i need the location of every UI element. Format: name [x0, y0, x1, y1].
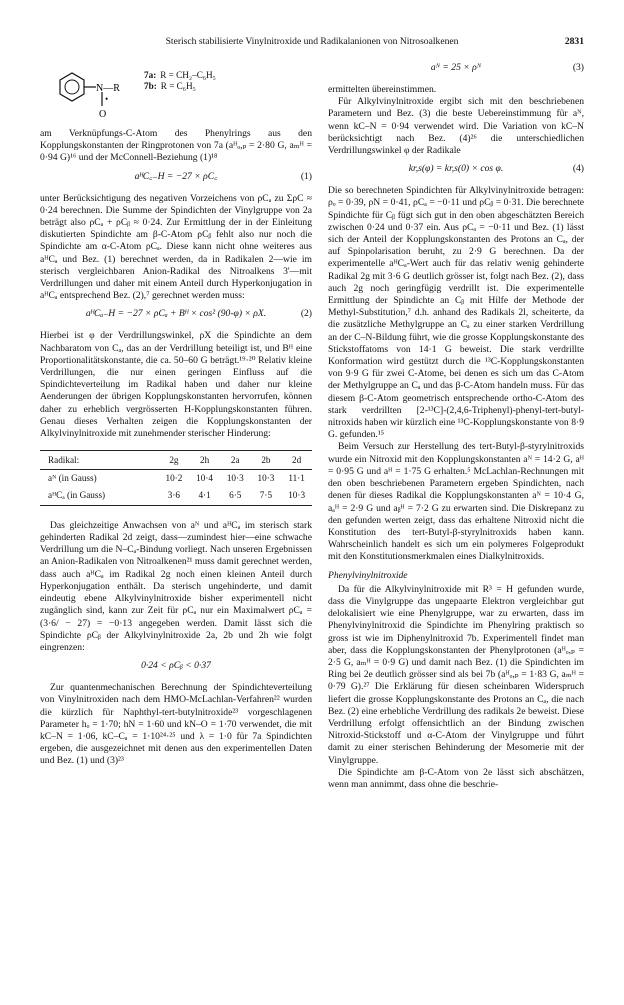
structure-oxygen: O	[99, 109, 107, 120]
equation-1-number: (1)	[300, 170, 312, 182]
table-cell: 10·3	[257, 473, 275, 484]
label-7b: 7b:	[144, 81, 157, 91]
table-cell: 4·1	[189, 487, 220, 506]
left-column	[40, 62, 312, 768]
table-cell: 3·6	[159, 487, 190, 506]
phenyl-nitroxide-structure-icon	[46, 66, 146, 126]
def-7a: R = CH₂–C₆H₅	[160, 70, 216, 80]
table-cell: 10·3	[281, 487, 312, 506]
table-header: 2h	[189, 451, 220, 470]
table-cell: 6·5	[220, 487, 251, 506]
coupling-table	[40, 450, 312, 506]
table-header: 2g	[159, 451, 190, 470]
structure-radical-dot: •	[105, 94, 109, 104]
structure-substituent: N—R	[96, 83, 120, 94]
right-paragraph-3: Die so berechneten Spindichten für Alkylvinylnitroxide betragen: ρₒ = 0·39, ρN = 0·41, ρCₐ = −0·11 und ρCᵦ = 0·31. Die berechnete Spindichte für Cᵦ fügt sich gut in den oben abgeschätzten Bereich zwischen 0·24 und 0·37 ein. Aus ρCₐ = −0·11 und Bez. (1) lässt sich der Anteil der Kopplungskonstanten des Protons an Cₐ, der auf Spinpolarisation beruht, zu 2·9 G berechnen. Da der experimentelle aᴴCₐ-Wert auch für das relativ wenig gehinderte Radikal 2g mit 3·6 G deutlich grösser ist, folgt nach Bez. (2), dass auch 2g noch geringfügig verdrillt ist. Die experimentelle Ermittlung der Spindichte an Cᵦ mit Hilfe der Methode der Methyl-Substitution,⁷ d.h. anhand des Radikals 2l, scheiterte, da die zusätzliche Methylgruppe an Cₐ zu einer starken Verdrillung an der C–N-Bildung führt, wie die grosse Kopplungskonstante des Stickstoffatoms von 14·1 G beweist. Die stark verdrillte Konformation wird gestützt durch die ¹³C-Kopplungskonstanten von 9·9 G für zwei C-Atome, bei denen es sich um das C-Atom der Methylgruppe an Cₐ und das β-C-Atom handeln muss. Für das diesem β-C-Atom geometrisch entsprechende ortho-C-Atom des stark verdrillten [2-¹³C]-(2,4,6-Triphenyl)-phenyl-tert-butyl-nitroxids haben wir kürzlich eine ¹³C-Kopplungskonstante von 8·9 G. gefunden.¹⁵	[328, 185, 584, 441]
table-row	[40, 487, 312, 506]
equation-2	[40, 308, 312, 330]
section-heading: Phenylvinylnitroxide	[328, 569, 408, 581]
structure-labels	[144, 70, 216, 92]
right-paragraph-1: ermittelten übereinstimmen.	[328, 84, 437, 95]
right-paragraph-2: Für Alkylvinylnitroxide ergibt sich mit den beschriebenen Parametern und Bez. (3) die beste Uebereinstimmung für aᴺ, wenn kC–N = 0·94 verwendet wird. Die Variation von kC–N berücksichtigt nach Bez. (4)²⁶ die unterschiedlichen Verdrillungswinkel φ der Radikale	[328, 96, 584, 157]
equation-3-number: (3)	[572, 62, 584, 73]
table-cell: aᴺ (in Gauss)	[48, 473, 97, 484]
table-header: Radikal:	[40, 451, 159, 470]
inequality	[40, 660, 312, 682]
table-row	[40, 470, 312, 487]
table-cell: 10·3	[226, 473, 244, 484]
table-cell: 10·2	[165, 473, 183, 484]
left-paragraph-5: Zur quantenmechanischen Berechnung der Spindichteverteilung von Vinylnitroxiden nach dem HMO-McLachlan-Verfahren²² wurden die kürzlich für Naphthyl-tert-butylnitroxide²³ vorgeschlagenen Parameter hₒ = 1·70; hN = 1·60 und kN–O = 1·70 verwendet, die mit kC–N = 1·06, kC–Cₐ = 1·10²⁴·²⁵ und λ = 1·0 für 7a Spindichten ergeben, die ausgezeichnet mit denen aus den experimentellen Daten und Bez. (1) und (3)²³	[40, 682, 312, 767]
equation-2-number: (2)	[300, 308, 312, 320]
left-paragraph-3: Hierbei ist φ der Verdrillungswinkel, ρX die Spindichte an dem Nachbaratom von Cₐ, das an der Verdrillung beteiligt ist, und Bᴴ eine Proportionalitätskonstante, die ca. 50–60 G beträgt.¹⁹·²⁰ Relativ kleine Verdrillungen, die nur einen geringen Einfluss auf die Spindichteverteilung im Radikal haben und daher nur kleine Aenderungen der übrigen Kopplungskonstanten hervorrufen, können daher zu erheblich vergrösserten H-Kopplungskonstanten führen. Genau dieses Verhalten zeigen die Kopplungskonstanten der Alkylvinylnitroxide mit zunehmender sterischer Hinderung:	[40, 330, 312, 440]
page-number: 2831	[564, 36, 584, 47]
right-column	[328, 62, 584, 791]
equation-3	[328, 62, 584, 84]
running-title: Sterisch stabilisierte Vinylnitroxide und Radikalanionen von Nitrosoalkenen	[165, 36, 459, 47]
label-7a: 7a:	[144, 70, 157, 80]
equation-2-body: aᴴCₐ₋H = −27 × ρCₐ + Bᴴ × cos² (90-φ) × ρX.	[85, 308, 267, 320]
table-cell: 10·4	[196, 473, 213, 484]
table-header: 2d	[281, 451, 312, 470]
left-paragraph-2: unter Berücksichtigung des negativen Vorzeichens von ρCₐ zu ΣρC ≈ 0·24 berechnen. Die Summe der Spindichten der Vinylgruppe von 2a beträgt also ρCₐ + ρCᵦ ≈ 0·24. Zur Ermittlung der in der Einleitung diskutierten Spindichte am β-C-Atom ρCᵦ fehlt also nur noch die Spindichte am α-C-Atom ρCₐ. Diese kann nicht ohne weiteres aus aᴴCₐ und Bez. (1) berechnet werden, da in Radikalen 2—wie im sterisch vergleichbaren Anion-Radikal des Nitroalkens 3'—mit Verdrillungen und daher mit einem Anteil durch Hyperkonjugation in aᴴCₐ entsprechend Bez. (2),⁷ gerechnet werden muss:	[40, 192, 312, 302]
table-header: 2a	[220, 451, 251, 470]
right-paragraph-4: Beim Versuch zur Herstellung des tert-Butyl-β-styrylnitroxids wurde ein Nitroxid mit den Kopplungskonstanten aᴺ = 14·2 G, aᴴ = 0·95 G und aᴴ = 1·75 G erhalten.⁵ McLachlan-Rechnungen mit den oben beschriebenen Parametern ergeben Spindichten, nach denen für dieses Radikal die Kopplungskonstanten aᴺ = 10·4 G, aₐᴴ = 2·9 G und aᵦᴴ = 7·2 G zu erwarten sind. Die Diskrepanz zu den gefunden werten zeigt, dass das erhaltene Nitroxid nicht die Konstitution des tert-Butyl-β-styrylnitroxids haben kann. Wahrscheinlich handelt es sich um ein polymeres Folgeprodukt mit den Konstitutionsmerkmalen eines Dialkylnitroxids.	[328, 441, 584, 563]
def-7b: R = C₆H₅	[160, 81, 196, 91]
table-header: 2b	[251, 451, 282, 470]
left-paragraph-4: Das gleichzeitige Anwachsen von aᴺ und aᴴCₐ im sterisch stark gehinderten Radikal 2d zeigt, dass—zumindest hier—eine schwache Verdrillung um die N–Cₐ-Bindung vorliegt. Nach unseren Ergebnissen an Anion-Radikalen von Nitroalkenen²¹ muss damit gerechnet werden, dass auch aᴴCₐ im Radikal 2g noch einen kleinen Anteil durch Hyperkonjugation enthält. Da sterisch ungehinderte, und damit eindeutig ebene Alkylvinylnitroxide bisher experimentell nicht zugänglich sind, kann zur Zeit für ρCₐ nur ein Maximalwert ρCₐ = (3·6/ − 27) = −0·13 angegeben werden. Damit lässt sich die Spindichte ρCᵦ der Alkylvinylnitroxide 2a, 2b und 2h wie folgt eingrenzen:	[40, 519, 312, 653]
right-paragraph-6: Die Spindichte am β-C-Atom von 2e lässt sich abschätzen, wenn man annimmt, dass ohne die beschrie-	[328, 766, 584, 790]
left-paragraph-1: am Verknüpfungs-C-Atom des Phenylrings aus den Kopplungskonstanten der Ringprotonen von 7a (aᴴₒ,ₚ = 2·80 G, aₘᴴ = 0·94 G)¹⁶ und der McConnell-Beziehung (1)¹⁸	[40, 128, 312, 164]
equation-1	[40, 171, 312, 193]
equation-4	[328, 163, 584, 185]
table-header-row	[40, 451, 312, 470]
right-paragraph-5: Da für die Alkylvinylnitroxide mit R³ = H gefunden wurde, dass die Vinylgruppe das ungepaarte Elektron vergleichbar gut delokalisiert wie eine Phenylgruppe, war zu erwarten, dass im Phenylvinylnitroxid die Spindichte im Phenylring praktisch so gross ist wie im Diphenylnitroxid 7b. Experimentell findet man aber, dass die Kopplungskonstanten der Phenylprotonen (aᴴₒ,ₚ = 2·5 G, aₘᴴ = 0·9 G) und damit nach Bez. (1) die Spindichten im Ring bei 2e deutlich grösser sind als bei 7b (aᴴₒ,ₚ = 1·83 G, aₘᴴ = 0·79 G).²⁷ Die Erklärung für diesen scheinbaren Widerspruch liefert die grosse Kopplungskonstante des Protons an Cₐ, die nach Bez. (2) eine erhebliche Verdrillung des radikals 2e beweist. Diese Verdrillung erfolgt offensichtlich an der Bindung zwischen Nitroxid-Stickstoff und α-C-Atom der Vinylgruppe und führt damit zu einer sterischen Behinderung der Mesomerie mit der Vinylgruppe.	[328, 583, 584, 766]
inequality-body: 0·24 < ρCᵦ < 0·37	[141, 660, 211, 672]
equation-4-body: kr,s(φ) = kr,s(0) × cos φ.	[408, 163, 504, 175]
table-cell: 7·5	[251, 487, 282, 506]
structure-7	[40, 62, 312, 128]
page-header	[40, 36, 584, 50]
equation-4-number: (4)	[572, 163, 584, 175]
equation-1-body: aᴴC꜀₋H = −27 × ρC꜀	[134, 170, 218, 182]
table-cell: 11·1	[288, 473, 305, 484]
table-cell: aᴴCₐ (in Gauss)	[40, 487, 159, 506]
equation-3-body: aᴺ = 25 × ρᴺ	[430, 62, 482, 73]
